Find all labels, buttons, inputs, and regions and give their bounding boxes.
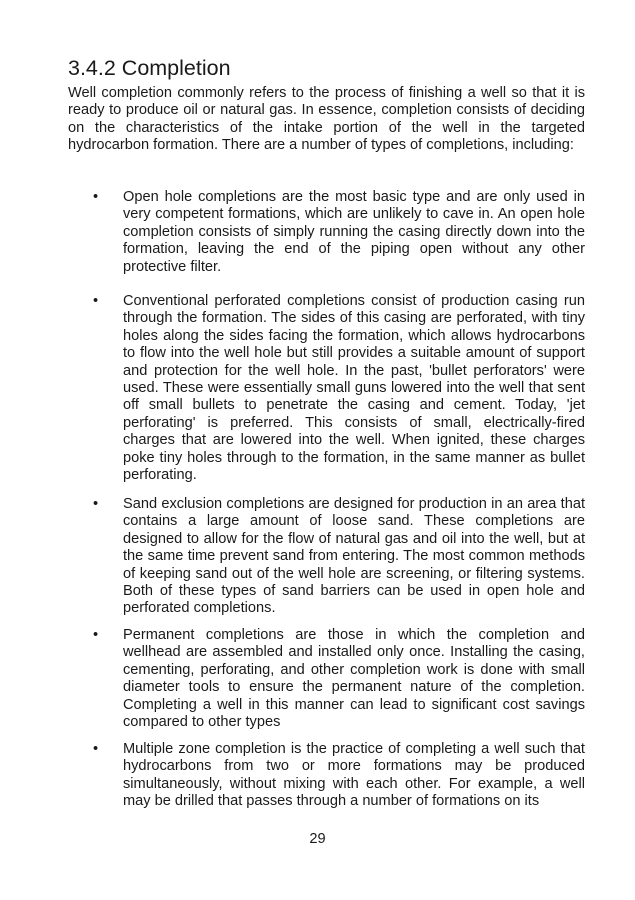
list-item-multiple-zone	[68, 741, 585, 811]
page-number: 29	[309, 831, 326, 847]
completion-types-list	[68, 189, 585, 811]
bullet-point-icon: •	[93, 189, 99, 205]
bullet-point-icon: •	[93, 627, 99, 643]
list-item-text: Permanent completions are those in which the completion and wellhead are assembled and installed only once. Installing the casing, cementing, perforating, and other completion work is done with small diameter tools to ensure the permanent nature of the completion. Completing a well in this manner can lead to significant cost savings compared to other types	[123, 627, 585, 731]
list-item-permanent	[68, 627, 585, 741]
list-item-open-hole	[68, 189, 585, 293]
bullet-point-icon: •	[93, 496, 99, 512]
section-heading: 3.4.2 Completion	[68, 56, 231, 80]
intro-paragraph: Well completion commonly refers to the process of finishing a well so that it is ready to produce oil or natural gas. In essence, completion consists of deciding on the characteristics of the intake portion of the well in the targeted hydrocarbon formation. There are a number of types of completions, including:	[68, 85, 585, 154]
bullet-point-icon: •	[93, 741, 99, 757]
bullet-point-icon: •	[93, 293, 99, 309]
list-item-text: Conventional perforated completions consist of production casing run through the formation. The sides of this casing are perforated, with tiny holes along the sides facing the formation, which allows hydrocarbons to flow into the well hole but still provides a suitable amount of support and protection for the well hole. In the past, 'bullet perforators' were used. These were essentially small guns lowered into the well that sent off small bullets to penetrate the casing and cement. Today, 'jet perforating' is preferred. This consists of small, electrically-fired charges that are lowered into the well. When ignited, these charges poke tiny holes through to the formation, in the same manner as bullet perforating.	[123, 293, 585, 484]
list-item-perforated	[68, 293, 585, 496]
list-item-text: Sand exclusion completions are designed for production in an area that contains a large amount of loose sand. These completions are designed to allow for the flow of natural gas and oil into the well, but at the same time prevent sand from entering. The most common methods of keeping sand out of the well hole are screening, or filtering systems. Both of these types of sand barriers can be used in open hole and perforated completions.	[123, 496, 585, 617]
list-item-sand-exclusion	[68, 496, 585, 627]
list-item-text: Open hole completions are the most basic type and are only used in very competent formations, which are unlikely to cave in. An open hole completion consists of simply running the casing directly down into the formation, leaving the end of the piping open without any other protective filter.	[123, 189, 585, 275]
list-item-text: Multiple zone completion is the practice of completing a well such that hydrocarbons from two or more formations may be produced simultaneously, without mixing with each other. For example, a well may be drilled that passes through a number of formations on its	[123, 741, 585, 810]
